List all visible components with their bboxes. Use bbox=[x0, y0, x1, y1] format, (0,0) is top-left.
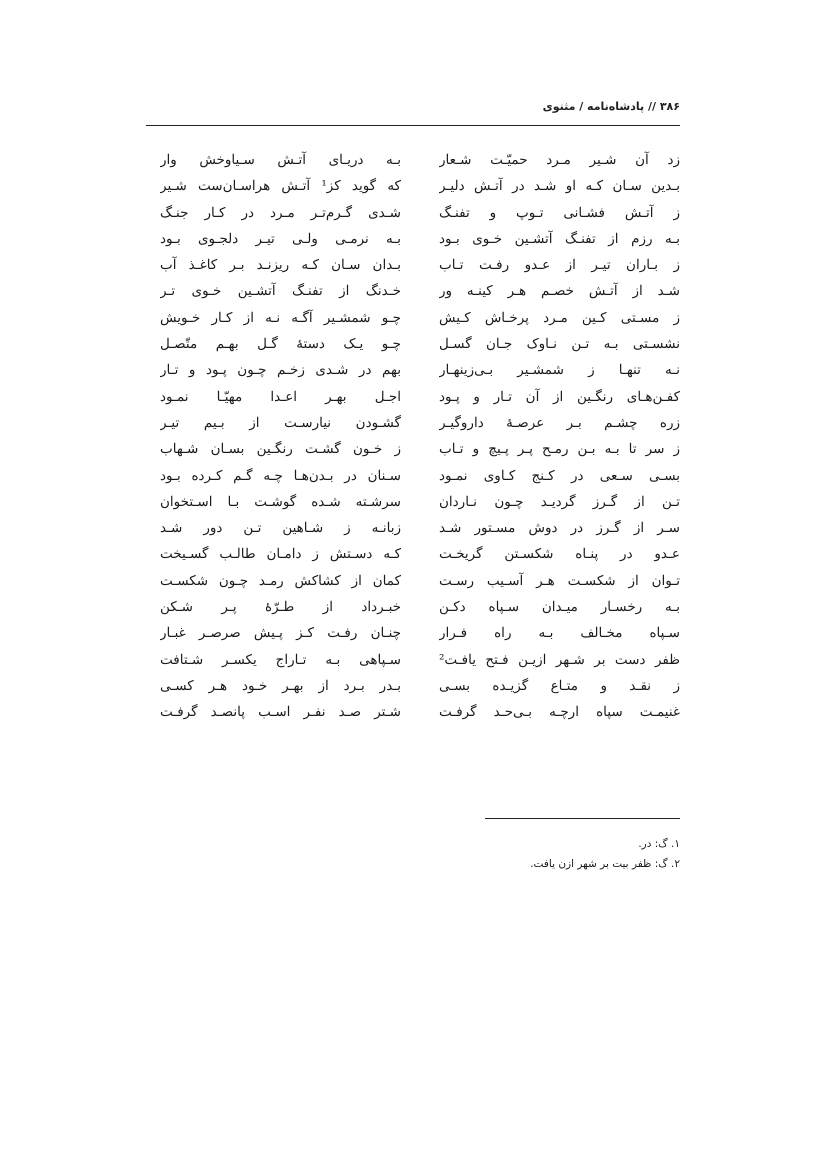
hemistich-first: غنیمـت سپاه ارچـه بـی‌حـد گرفـت bbox=[439, 704, 680, 721]
hemistich-first: زره چشـم بـر عرصـهٔ داروگیـر bbox=[439, 414, 680, 431]
couplet bbox=[146, 308, 680, 334]
hemistich-second: شـدی گـرم‌تـر مـرد در کـار جنـگ bbox=[160, 204, 401, 221]
hemistich-first: تـوان از شکسـت هـر آسـیب رسـت bbox=[439, 572, 680, 589]
footnote-1: ۱. گ: در. bbox=[638, 838, 680, 850]
hemistich-first: ز آتـش فشـانی تـوپ و تفنـگ bbox=[439, 204, 680, 221]
hemistich-second: شـتر صـد نفـر اسـب پانصـد گرفـت bbox=[160, 704, 401, 721]
couplet bbox=[146, 229, 680, 255]
hemistich-second: بـدان سـان کـه ریزنـد بـر کاغـذ آب bbox=[160, 257, 401, 274]
hemistich-second: سـنان در بـدن‌هـا چـه گـم کـرده بـود bbox=[160, 467, 401, 484]
hemistich-first: عـدو در پنـاه شکسـتن گریخـت bbox=[439, 546, 680, 563]
couplet bbox=[146, 255, 680, 281]
hemistich-first: زد آن شـیر مـرد حمیّـت شـعار bbox=[439, 152, 680, 168]
couplet bbox=[146, 702, 680, 728]
hemistich-second: اجـل بهـر اعـدا مهیّـا نمـود bbox=[160, 388, 401, 405]
hemistich-second: خبـرداد از طـرّهٔ پـر شـکن bbox=[160, 599, 401, 616]
hemistich-first: سـر از گـرز در دوش مسـتور شـد bbox=[439, 520, 680, 537]
hemistich-first: ز بـاران تیـر از عـدو رفـت تـاب bbox=[439, 257, 680, 274]
couplet bbox=[146, 466, 680, 492]
hemistich-first: شـد از آتـش خصـم هـر کینـه ور bbox=[439, 283, 680, 300]
hemistich-first: بـدین سـان کـه او شـد در آتـش دلیـر bbox=[439, 178, 680, 195]
hemistich-first: کفـن‌هـای رنگـین از آن تـار و پـود bbox=[439, 388, 680, 405]
couplet bbox=[146, 544, 680, 570]
hemistich-second: بهم در شـدی زخـم چـون پـود و تـار bbox=[160, 362, 401, 379]
couplet bbox=[146, 518, 680, 544]
header-rule bbox=[146, 125, 680, 126]
couplet bbox=[146, 176, 680, 202]
hemistich-second: چـو شمشـیر آگـه نـه از کـار خـویش bbox=[160, 309, 401, 326]
couplet bbox=[146, 413, 680, 439]
hemistich-first: ز سر تا بـه بـن رمـح پـر پـیچ و تـاب bbox=[439, 441, 680, 458]
hemistich-first: بسـی سـعی در کـنج کـاوی نمـود bbox=[439, 467, 680, 484]
hemistich-second: که گوید کز¹ آتـش هراسـان‌ست شـیر bbox=[160, 178, 401, 195]
hemistich-first: ز مسـتی کـین مـرد پرخـاش کـیش bbox=[439, 309, 680, 326]
hemistich-first: بـه رخسـار میـدان سـپاه دکـن bbox=[439, 599, 680, 616]
couplet bbox=[146, 623, 680, 649]
couplet bbox=[146, 203, 680, 229]
running-header: ۳۸۶ // پادشاه‌نامه / مثنوی bbox=[542, 100, 680, 113]
hemistich-second: بـه نرمـی ولـی تیـر دلجـوی بـود bbox=[160, 230, 401, 247]
footnote-separator bbox=[485, 818, 680, 819]
couplet bbox=[146, 650, 680, 676]
hemistich-second: چنـان رفـت کـز پـیش صرصـر غبـار bbox=[160, 625, 401, 642]
hemistich-second: کمان از کشاکش رمـد چـون شکسـت bbox=[160, 572, 401, 589]
hemistich-first: بـه رزم از تفنـگ آتشـین خـوی بـود bbox=[439, 230, 680, 247]
hemistich-second: گشـودن نیارسـت از بـیم تیـر bbox=[160, 414, 401, 431]
hemistich-second: کـه دسـتش ز دامـان طالـب گسـیخت bbox=[160, 546, 401, 563]
couplet bbox=[146, 281, 680, 307]
hemistich-second: خـدنگ از تفنـگ آتشـین خـوی تـر bbox=[160, 283, 401, 300]
footnote-2: ۲. گ: ظفر بیت بر شهر ازن یافت. bbox=[530, 858, 680, 870]
hemistich-first: تـن از گـرز گردیـد چـون نـاردان bbox=[439, 493, 680, 510]
couplet bbox=[146, 439, 680, 465]
hemistich-first: ظفر دست بر شـهر ازیـن فـتح یافـت² bbox=[439, 651, 680, 668]
couplet bbox=[146, 360, 680, 386]
couplet bbox=[146, 676, 680, 702]
hemistich-second: بـدر بـرد از بهـر خـود هـر کسـی bbox=[160, 677, 401, 694]
hemistich-second: چـو یـک دستهٔ گـل بهـم متّصـل bbox=[160, 336, 401, 353]
hemistich-first: نـه تنهـا ز شمشـیر بـی‌زینهـار bbox=[439, 362, 680, 379]
poem-body bbox=[146, 150, 680, 729]
couplet bbox=[146, 387, 680, 413]
couplet bbox=[146, 334, 680, 360]
couplet bbox=[146, 597, 680, 623]
hemistich-second: ز خـون گشـت رنگـین بسـان شـهاب bbox=[160, 441, 401, 458]
hemistich-second: سرشـته شـده گوشـت بـا اسـتخوان bbox=[160, 493, 401, 510]
hemistich-second: سـپاهی بـه تـاراج یکسـر شـتافت bbox=[160, 651, 401, 668]
couplet bbox=[146, 150, 680, 176]
hemistich-first: ز نقـد و متـاع گزیـده بسـی bbox=[439, 677, 680, 694]
couplet bbox=[146, 571, 680, 597]
hemistich-second: زبانـه ز شـاهین تـن دور شـد bbox=[160, 520, 401, 537]
hemistich-first: نشسـتی بـه تـن نـاوک جـان گسـل bbox=[439, 336, 680, 353]
footnotes bbox=[280, 834, 680, 874]
hemistich-second: بـه دریـای آتـش سـیاوخش وار bbox=[160, 152, 401, 168]
couplet bbox=[146, 492, 680, 518]
hemistich-first: سـپاه مخـالف بـه راه فـرار bbox=[439, 625, 680, 642]
